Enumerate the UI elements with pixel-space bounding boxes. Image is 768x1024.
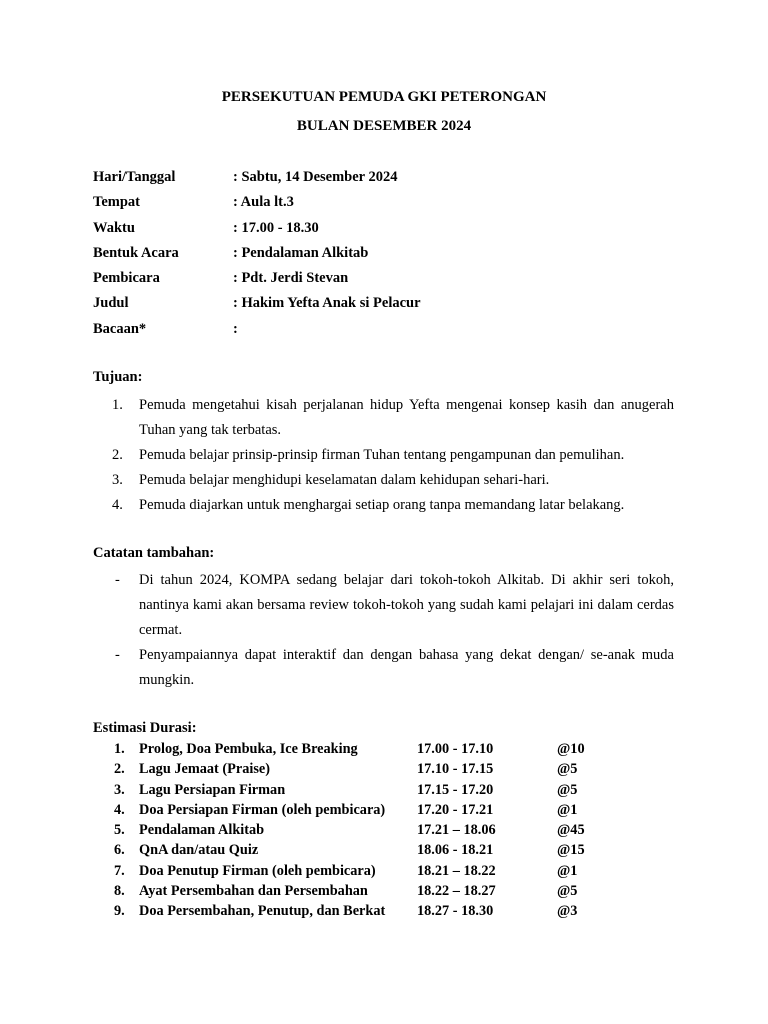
info-row-time bbox=[93, 219, 693, 244]
table-row bbox=[0, 781, 768, 801]
info-row-reading bbox=[93, 320, 693, 345]
document-subtitle: BULAN DESEMBER 2024 bbox=[296, 118, 472, 134]
row-duration: @5 bbox=[557, 883, 578, 900]
info-value: : Sabtu, 14 Desember 2024 bbox=[233, 169, 398, 185]
info-value: : Aula lt.3 bbox=[233, 194, 294, 211]
list-item bbox=[0, 393, 768, 443]
list-item bbox=[0, 643, 768, 693]
info-label: Judul bbox=[93, 295, 129, 312]
event-info-table bbox=[93, 168, 693, 345]
table-row bbox=[0, 760, 768, 780]
list-bullet: - bbox=[115, 647, 120, 663]
row-duration: @10 bbox=[557, 741, 585, 757]
list-text: Penyampaiannya dapat interaktif dan dengan bahasa yang dekat dengan/ se-anak muda mungkin. bbox=[139, 647, 674, 688]
table-row bbox=[0, 862, 768, 882]
section-heading-notes: Catatan tambahan: bbox=[93, 545, 215, 561]
row-time: 17.00 - 17.10 bbox=[417, 741, 494, 757]
row-duration: @3 bbox=[557, 903, 578, 920]
info-label: Waktu bbox=[93, 219, 135, 236]
row-duration: @1 bbox=[557, 862, 578, 879]
table-row bbox=[0, 801, 768, 821]
list-text: Pemuda mengetahui kisah perjalanan hidup Yefta mengenai konsep kasih dan anugerah Tuhan yang tak terbatas. bbox=[139, 397, 674, 438]
row-activity: Lagu Jemaat (Praise) bbox=[139, 761, 271, 778]
row-number: 6. bbox=[114, 842, 125, 859]
table-row bbox=[0, 902, 768, 922]
row-activity: Lagu Persiapan Firman bbox=[139, 781, 286, 798]
info-row-place bbox=[93, 193, 693, 218]
table-row bbox=[0, 841, 768, 861]
list-number: 3. bbox=[112, 472, 123, 488]
row-number: 5. bbox=[114, 822, 125, 839]
table-row bbox=[0, 821, 768, 841]
row-activity: Ayat Persembahan dan Persembahan bbox=[139, 883, 368, 900]
row-number: 4. bbox=[114, 801, 125, 818]
info-row-speaker bbox=[93, 269, 693, 294]
row-activity: Doa Penutup Firman (oleh pembicara) bbox=[139, 862, 376, 879]
info-value: : Hakim Yefta Anak si Pelacur bbox=[233, 295, 421, 312]
list-item bbox=[0, 493, 768, 518]
list-item bbox=[0, 568, 768, 643]
document-title: PERSEKUTUAN PEMUDA GKI PETERONGAN bbox=[221, 89, 547, 105]
list-item bbox=[0, 468, 768, 493]
row-activity: Pendalaman Alkitab bbox=[139, 822, 265, 839]
row-time: 18.06 - 18.21 bbox=[417, 842, 494, 859]
row-number: 2. bbox=[114, 761, 125, 778]
row-activity: Prolog, Doa Pembuka, Ice Breaking bbox=[139, 741, 358, 757]
row-time: 18.27 - 18.30 bbox=[417, 903, 494, 920]
list-bullet: - bbox=[115, 572, 120, 588]
objectives-list bbox=[0, 393, 768, 518]
info-value: : Pendalaman Alkitab bbox=[233, 244, 369, 261]
list-item bbox=[0, 443, 768, 468]
row-duration: @5 bbox=[557, 781, 578, 798]
list-number: 4. bbox=[112, 497, 123, 513]
table-row bbox=[0, 740, 768, 760]
row-activity: QnA dan/atau Quiz bbox=[139, 842, 259, 859]
info-label: Hari/Tanggal bbox=[93, 169, 176, 185]
info-label: Pembicara bbox=[93, 270, 160, 287]
row-duration: @5 bbox=[557, 761, 578, 778]
info-label: Bacaan* bbox=[93, 320, 147, 337]
info-row-event-type bbox=[93, 244, 693, 269]
row-number: 3. bbox=[114, 781, 125, 798]
list-number: 2. bbox=[112, 447, 123, 463]
notes-list bbox=[0, 568, 768, 693]
row-duration: @1 bbox=[557, 801, 578, 818]
info-row-title bbox=[93, 294, 693, 319]
info-value: : Pdt. Jerdi Stevan bbox=[233, 270, 349, 287]
duration-schedule-table bbox=[0, 740, 768, 923]
info-value: : bbox=[233, 320, 238, 337]
row-number: 7. bbox=[114, 862, 125, 879]
row-number: 8. bbox=[114, 883, 125, 900]
list-text: Di tahun 2024, KOMPA sedang belajar dari tokoh-tokoh Alkitab. Di akhir seri tokoh, nantinya kami akan bersama review tokoh-tokoh yang sudah kami pelajari ini dalam cerdas cermat. bbox=[139, 572, 674, 638]
info-row-date bbox=[93, 168, 693, 193]
list-text: Pemuda belajar prinsip-prinsip firman Tuhan tentang pengampunan dan pemulihan. bbox=[139, 447, 625, 463]
section-heading-duration: Estimasi Durasi: bbox=[93, 720, 197, 736]
info-label: Tempat bbox=[93, 194, 140, 211]
row-activity: Doa Persiapan Firman (oleh pembicara) bbox=[139, 801, 386, 818]
list-number: 1. bbox=[112, 397, 123, 413]
row-time: 17.15 - 17.20 bbox=[417, 781, 494, 798]
row-duration: @45 bbox=[557, 822, 585, 839]
row-time: 18.21 – 18.22 bbox=[417, 862, 496, 879]
row-time: 17.21 – 18.06 bbox=[417, 822, 496, 839]
list-text: Pemuda diajarkan untuk menghargai setiap orang tanpa memandang latar belakang. bbox=[139, 497, 625, 513]
list-text: Pemuda belajar menghidupi keselamatan dalam kehidupan sehari-hari. bbox=[139, 472, 550, 488]
section-heading-objectives: Tujuan: bbox=[93, 369, 143, 385]
row-time: 17.20 - 17.21 bbox=[417, 801, 494, 818]
table-row bbox=[0, 882, 768, 902]
row-time: 17.10 - 17.15 bbox=[417, 761, 494, 778]
info-label: Bentuk Acara bbox=[93, 244, 179, 261]
info-value: : 17.00 - 18.30 bbox=[233, 219, 319, 236]
row-activity: Doa Persembahan, Penutup, dan Berkat bbox=[139, 903, 386, 920]
row-number: 9. bbox=[114, 903, 125, 920]
row-time: 18.22 – 18.27 bbox=[417, 883, 496, 900]
row-number: 1. bbox=[114, 741, 125, 757]
row-duration: @15 bbox=[557, 842, 585, 859]
